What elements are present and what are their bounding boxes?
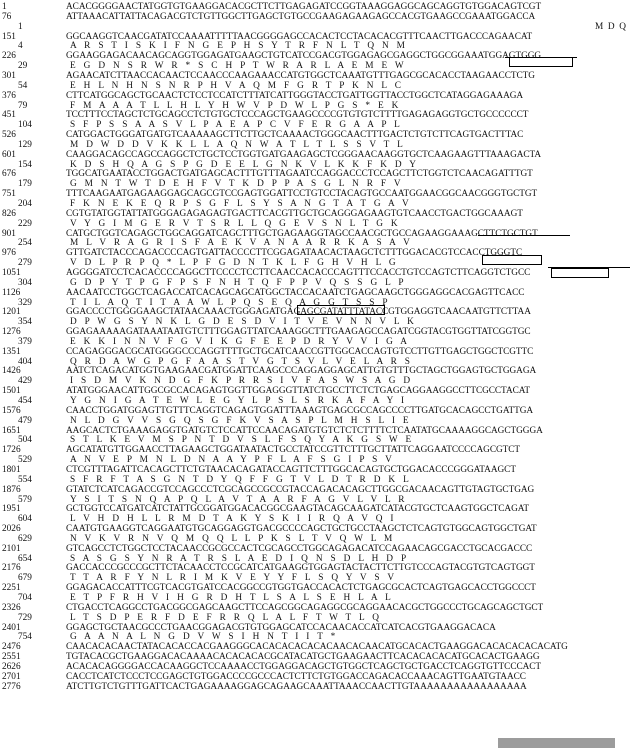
line-number: 1801 (2, 464, 21, 475)
line-number: 604 (18, 514, 32, 525)
protein-translation-line (0, 573, 639, 583)
line-number: 204 (18, 199, 32, 209)
line-number: 179 (18, 179, 32, 190)
amino-acid-sequence: V Y G I M G E R V T S R L L Q G E V S N L T G K (70, 218, 401, 229)
nucleotide-line (0, 91, 639, 101)
amino-acid-sequence: I S D M V K N D G F K P R R S I V F A S W S A G D (70, 376, 413, 387)
protein-translation-line (0, 376, 639, 386)
nucleotide-sequence: GTTGATCTACCCAGACCCCAGTGATTACCCCTTCGGAGATAACACTAAGCTCTTTGGACACGTCCACCTGGGTC (66, 248, 523, 259)
nucleotide-line (0, 130, 639, 140)
amino-acid-sequence: M D Q (595, 21, 626, 32)
nucleotide-line (0, 150, 639, 160)
amino-acid-sequence: N L D G V V S G Q S G F K V S A S P L M H S L I E (70, 415, 412, 426)
nucleotide-line (0, 347, 639, 357)
line-number: 151 (2, 31, 16, 42)
line-number: 304 (18, 277, 32, 288)
line-number: 754 (18, 632, 32, 643)
line-number: 579 (18, 494, 32, 505)
nucleotide-sequence: TGGCATGAATACCTGGACTGATGAGCACTTTGTTTAGAATCCAGGACCCTCCAGCTTCTGGTCTCAACAGATTTGT (66, 169, 533, 180)
line-number: 1726 (2, 445, 21, 456)
nucleotide-sequence: TGTACACGCTGAAGGACACAAAACACACACACGCATACATGCTGAAGAACTTCACACACACATGCACACTGAAGG (66, 652, 540, 663)
nucleotide-sequence: AGCATATGTTGGAACCTTAGAAGCTGGATAATACTGCCTATCCGTTCTTTGCTTATTCAGGAATCCCCAGCGTCT (66, 445, 521, 456)
line-number: 376 (2, 90, 16, 101)
line-number: 1426 (2, 366, 21, 377)
protein-translation-line (0, 632, 639, 642)
line-number: 229 (18, 218, 32, 229)
nucleotide-sequence: AAGCACTCTGAAAGAGGTGATGTCTCCATTCCAACAGATGTGTCTCTCTTTTCTCAATATGCAAAAGGCAGCTGGGA (66, 425, 543, 436)
nucleotide-line (0, 209, 639, 219)
nucleotide-line (0, 327, 639, 337)
nucleotide-sequence: AGAACATCTTAACCACAACTCCAACCCAAGAAACCATGTGGCTCAAATGTTTGAGCGCACACCTAAGAACCTCTG (66, 70, 535, 81)
protein-translation-line (0, 219, 639, 229)
line-number: 2701 (2, 671, 21, 682)
line-number: 526 (2, 130, 16, 141)
line-number: 379 (18, 336, 32, 347)
protein-translation-line (0, 357, 639, 367)
line-number: 354 (18, 317, 32, 328)
line-number: 504 (18, 435, 32, 446)
amino-acid-sequence: Y G N I G A T E W L E G Y L P S L S R K A F A Y I (70, 396, 407, 406)
line-number: 1876 (2, 484, 21, 495)
protein-translation-line (0, 337, 639, 347)
nucleotide-line (0, 189, 639, 199)
amino-acid-sequence: G M N T W T D E H F V T K D P P A S G L N R F V (70, 179, 404, 190)
line-number: 1 (2, 2, 7, 12)
nucleotide-sequence: GCTGGTCCATGATCATCTATTGCGGATGGACACGGCGAAGTACAGCAAGATCATACGTGCTCAAGTGGCTCAGAT (66, 504, 529, 515)
nucleotide-line (0, 169, 639, 179)
line-number: 2401 (2, 622, 21, 633)
nucleotide-sequence: GTCAGCCTCTGGCTCCTACAACCGCGCCACTCGCAGCCTGGCAGAGACATCCAGAACAGCGACCTGCACGACCC (66, 543, 533, 554)
protein-translation-line (0, 41, 639, 51)
line-number: 679 (18, 573, 32, 584)
nucleotide-line (0, 465, 639, 475)
line-number: 826 (2, 208, 16, 219)
amino-acid-sequence: M L V R A G R I S F A E K V A N A A R R K A S A V (70, 238, 413, 249)
nucleotide-sequence: AGGGGATCCTCACACCCCAGGCTTCCCCTCCTTCAACCACACCCAGTTTCCACCTGTCCAGTCTTCAGGTCTGCC (66, 267, 531, 278)
line-number: 2251 (2, 583, 21, 594)
motif-underline-1 (505, 57, 577, 58)
nucleotide-line (0, 672, 639, 682)
nucleotide-line (0, 248, 639, 258)
amino-acid-sequence: M D W D D V K K L L A Q N W A T L T L S S V T L (70, 139, 406, 150)
line-number: 454 (18, 396, 32, 406)
line-number: 1501 (2, 386, 21, 397)
nucleotide-sequence: GGAGCTGCTAACGCCCTGAACGGAGACGTGTGGAGCATCCACAACACCATCATCACGTGAAGGACACA (66, 622, 496, 633)
line-number: 1201 (2, 307, 21, 318)
line-number: 2776 (2, 681, 21, 692)
protein-translation-line (0, 278, 639, 288)
line-number: 104 (18, 120, 32, 131)
amino-acid-sequence: G D P Y T P G F P S F N H T Q F P P V Q S S G L P (70, 277, 407, 288)
amino-acid-sequence: E T P F R H V I H G R D H T L S A L S E H L A L (70, 593, 394, 603)
nucleotide-line (0, 504, 639, 514)
protein-translation-line (0, 160, 639, 170)
nucleotide-line (0, 445, 639, 455)
nucleotide-line (0, 485, 639, 495)
protein-translation-line (0, 554, 639, 564)
amino-acid-sequence: E K K I N N V F G V I K G F E E P D R Y V V I G A (70, 336, 410, 347)
amino-acid-sequence: V D L P R P Q * L P F G D N T K L F G H V H L G (70, 258, 399, 269)
line-number: 429 (18, 376, 32, 387)
protein-translation-line (0, 120, 639, 130)
nucleotide-sequence: AATCTCAGACATGGTGAAGAACGATGGATTCAAGCCCAGGAGGAGCATTGTGTTTGCTAGCTGGAGTGCTGGAGA (66, 366, 537, 377)
amino-acid-sequence: F K N E K E Q R P S G F L S Y S A N G T A T G A V (70, 199, 412, 209)
protein-translation-line (0, 455, 639, 465)
line-number: 451 (2, 110, 16, 121)
protein-translation-line (0, 22, 639, 32)
line-number: 329 (18, 297, 32, 308)
nucleotide-sequence: CACCTCATCTCCCTCCGAGCTGTGGACCCCGCCCACTCTTCTGTGGACCAGACACCAAACAGTTGAATGTAACC (66, 671, 526, 682)
line-number: 529 (18, 455, 32, 466)
nucleotide-sequence: CAACCTGGATGGAGTTGTTTCAGGTCAGAGTGGATTTAAAGTGAGCGCCAGCCCCTTGATGCACAGCCTGATTGA (66, 405, 534, 416)
nucleotide-sequence: CAACACACAACTATACACACCACGAAGGGCACACACACACACAACACAACATGCACACTGAAGGACACACACACACATG (66, 642, 568, 653)
line-number: 279 (18, 258, 32, 269)
line-number: 554 (18, 474, 32, 485)
nucleotide-line (0, 12, 639, 22)
line-number: 1651 (2, 425, 21, 436)
nucleotide-sequence: TTTCAAGAATGAGAAGGAGCAGCGTCCGAGTGGATTCCTGTCCTACAGTGCCAATGGAACGGCAACGGGTGCTGT (66, 189, 538, 200)
nucleotide-sequence: CAATGTGAAGGTCAGGAATGTGCAGGAGGTGACGCCCCAGCTGCTGCCTAAGCTCTCAGTGTGGCAGTGGCTGAT (66, 524, 537, 535)
nucleotide-sequence: CAAGGACAGCCAGCCAGGCTCTGCTCCTGGTGATGAAGAGCTCGGGAACAAGGTGCTCAAGAAGTTTAAAGACTA (66, 149, 542, 160)
protein-translation-line (0, 317, 639, 327)
nucleotide-line (0, 682, 639, 692)
amino-acid-sequence: G A A N A L N G D V W S I H N T I I T * (70, 632, 339, 643)
nucleotide-sequence: AACAATCCTGGCTCAGACCATCACAGCAGCATGGCTACCACAATCTGAGCAAGCTGGGAGGCACGAGTTCACC (66, 287, 525, 298)
line-number: 226 (2, 51, 16, 62)
protein-translation-line (0, 593, 639, 603)
line-number: 301 (2, 70, 16, 81)
protein-translation-line (0, 435, 639, 445)
line-number: 1126 (2, 287, 21, 298)
line-number: 976 (2, 248, 16, 259)
nucleotide-sequence: GTATCTCATCAGACCGTCCAGCCCTCGCAGCCGCCGTACCAGACACAGCTTGGCGACAACAGTTGTAGTGCTGAG (66, 484, 535, 495)
line-number: 254 (18, 238, 32, 249)
nucleotide-line (0, 110, 639, 120)
line-number: 601 (2, 149, 16, 160)
line-number: 2326 (2, 602, 21, 613)
amino-acid-sequence: E H L N H N S N R P H V A Q M F G R T P K N L C (70, 80, 404, 91)
nucleotide-line (0, 32, 639, 42)
line-number: 901 (2, 228, 16, 239)
line-number: 79 (18, 100, 28, 111)
nucleotide-sequence: GGAAGGAGACAACAGCAGGTGGAGATGAAGCTGTCATCCGACGTGGAGAGCGAGGCTGGCGGAAATGGAGTGGG (66, 51, 542, 62)
polyA-tail-highlight (498, 738, 615, 748)
line-number: 404 (18, 356, 32, 367)
line-number: 1951 (2, 504, 21, 515)
nucleotide-line (0, 544, 639, 554)
nucleotide-line (0, 229, 639, 239)
nucleotide-sequence: CTGACCTCAGGCCTGACGGCGAGCAAGCTTCCAGCGGCAGAGGCGCAGGAACACGCTGGCCCTGCAGCAGCTGCT (66, 602, 544, 613)
nucleotide-line (0, 642, 639, 652)
amino-acid-sequence: E G D N S R W R * S C H P T W R A R L A E M E W (70, 61, 407, 72)
line-number: 479 (18, 415, 32, 426)
glycosylation-motif-box-1 (509, 57, 573, 67)
nucleotide-line (0, 583, 639, 593)
protein-translation-line (0, 101, 639, 111)
glycosylation-motif-box-4 (297, 305, 385, 315)
protein-translation-line (0, 514, 639, 524)
line-number: 654 (18, 553, 32, 564)
line-number: 2626 (2, 661, 21, 672)
nucleotide-line (0, 2, 639, 12)
nucleotide-sequence: GGCAAGGTCAACGATATCCAAAATTTTTAACGGGGAGCCACACTCCTACACACGTTTCAACTTGACCCAGAACAT (66, 31, 533, 42)
line-number: 54 (18, 80, 28, 91)
protein-translation-line (0, 495, 639, 505)
nucleotide-sequence: CATGGACTGGGATGATGTCAAAAAGCTTCTTGCTCAAAACTGGGCAACTTTGACTCTGTCTTCAGTGACTTTAC (66, 130, 524, 141)
line-number: 729 (18, 612, 32, 623)
line-number: 1 (18, 21, 23, 32)
nucleotide-sequence: ATCTTGTCTGTTTGATTCACTGAGAAAAGGAGCAGAAGCAAATTAAACCAACTTGTAAAAAAAAAAAAAAAAA (66, 681, 527, 692)
line-number: 1576 (2, 405, 21, 416)
nucleotide-sequence: CCAGAGGGACGCATGGGGCCCAGGTTTTGCTGCATCAACCGTTGGCACCAGTGTCCTTGTTGAGCTGGCTCGTTC (66, 346, 534, 357)
nucleotide-line (0, 406, 639, 416)
protein-translation-line (0, 396, 639, 406)
line-number: 76 (2, 11, 12, 22)
protein-translation-line (0, 140, 639, 150)
nucleotide-sequence: ACACACAGGGGACCACAAGGCTCCAAAACCTGGAGGACAGCTGTGGCTCAGCTGCTGACCTCAGGTGTTCCCACT (66, 661, 542, 672)
motif-underline-3 (548, 267, 630, 268)
line-number: 2101 (2, 543, 21, 554)
line-number: 2026 (2, 524, 21, 535)
nucleotide-sequence: CTTCATGGCAGCTGCAACTCTCCTCCATCTTTATCATTGGGTACCTGATTGGTTACCTGGCTCATAGGAGAAAGA (66, 90, 524, 101)
nucleotide-sequence: CTCGTTTAGATTCACAGCTTCTGTAACACAGATACCAGTTCTTTGGCACAGTGCTGGACACCCGGGATAAGCT (66, 464, 516, 475)
nucleotide-line (0, 623, 639, 633)
amino-acid-sequence: Y S I T S N Q A P Q L A V T A A R F A G V L V L R (70, 494, 408, 505)
motif-underline-2 (478, 235, 570, 236)
nucleotide-line (0, 603, 639, 613)
amino-acid-sequence: Q R D A W G P G F A A S T V G T S V L V E L A R S (70, 356, 413, 367)
line-number: 1351 (2, 346, 21, 357)
line-number: 676 (2, 169, 16, 180)
amino-acid-sequence: F M A A A T L L H L Y H W V P D W L P G S * E K (70, 100, 402, 111)
protein-translation-line (0, 416, 639, 426)
line-number: 629 (18, 533, 32, 544)
protein-translation-line (0, 179, 639, 189)
nucleotide-line (0, 386, 639, 396)
amino-acid-sequence: T I L A Q T I T A A W L P Q S E Q A G G T S S P (70, 297, 391, 308)
nucleotide-sequence: CGTGTATGGTATTATGGGAGAGAGAGTGACTTCACGTTGCTGCAGGGAGAAGTGTCAACCTGACTGGCAAAGT (66, 208, 523, 219)
line-number: 4 (18, 41, 23, 52)
line-number: 129 (18, 139, 32, 150)
amino-acid-sequence: S F R F T A S G N T D Y Q F F G T V L D T R D K L (70, 474, 412, 485)
line-number: 2476 (2, 642, 21, 653)
amino-acid-sequence: S F P S S A A S V L P A E A P C V F E R G A A P L (70, 120, 403, 131)
nucleotide-line (0, 366, 639, 376)
amino-acid-sequence: S A S G S Y N R A T R S L A E D I Q N S D L H D P (70, 553, 409, 564)
line-number: 704 (18, 593, 32, 603)
amino-acid-sequence: T T A R F Y N L R I M K V E Y Y F L S Q Y V S V (70, 573, 397, 584)
line-number: 29 (18, 61, 28, 72)
protein-translation-line (0, 613, 639, 623)
nucleotide-sequence: GACCACCCGCCCGCTTCTACAACCTCCGCATCATGAAGGTGGAGTACTACTTCTTGTCCCAGTACGTGTCAGTGGT (66, 563, 535, 574)
motif-underline-4 (302, 305, 382, 306)
glycosylation-motif-box-2 (482, 255, 542, 265)
amino-acid-sequence: K D S H Q A G S P G D E E L G N K V L K K F K D Y (70, 159, 419, 170)
protein-translation-line (0, 81, 639, 91)
protein-translation-line (0, 199, 639, 209)
protein-translation-line (0, 238, 639, 248)
nucleotide-sequence: ATATGGGAACATTGGCGCCACAGAGTGGTTGGAGGGTTATCTGCCTTCTCTGAGCAGGAAGGCCTTCGCCTACAT (66, 386, 531, 397)
amino-acid-sequence: A N V E P M N L D N A A Y P F L A F S G I P S V (70, 455, 395, 466)
nucleotide-sequence: GGAGACACCATTTCGTCACGTGATCCACGGCCGTGGTGACCACACTCTGAGCGCACTCAGTGAGCACCTGGCCCT (66, 583, 536, 594)
nucleotide-sequence: GGAGAAAAAGATAAATAATGTCTTTGGAGTTATCAAAGGCTTTGAAGAGCCAGATCGGTACGTGGTTATCGGTGC (66, 327, 531, 338)
amino-acid-sequence: N V K V R N V Q M Q Q L L P K S L T V Q W L M (70, 533, 396, 544)
amino-acid-sequence: D P W G S Y N K L G D E S D V I T V E V N N V L K (70, 317, 417, 328)
nucleotide-sequence: ACACGGGGAACTATGGTGTGAAGGACACGCTTCTTGAGAGATCCGGTAAAGGAGGCAGCAGGTGTGGACAGTCGT (66, 2, 542, 12)
amino-acid-sequence: A R S T I S K I F N G E P H S Y T R F N L T Q N M (70, 41, 408, 52)
amino-acid-sequence: S T L K E V M S P N T D V S L F S Q Y A K G S W E (70, 435, 414, 446)
nucleotide-line (0, 268, 639, 278)
line-number: 751 (2, 189, 16, 200)
line-number: 2176 (2, 563, 21, 574)
line-number: 1051 (2, 267, 21, 278)
nucleotide-line (0, 652, 639, 662)
nucleotide-line (0, 563, 639, 573)
nucleotide-line (0, 524, 639, 534)
nucleotide-sequence: CATGCTGGTCAGAGCTGGCAGGATCAGCTTTGCTGAGAAGGTAGCCAACGCTGCCAGAAGGAAAGCTTCTGCTGT (66, 228, 538, 239)
protein-translation-line (0, 534, 639, 544)
protein-translation-line (0, 475, 639, 485)
nucleotide-sequence: ATTAAACATTATTACAGACGTCTGTTGGCTTGAGCTGTGCCGAAGAGAAGAGCCACGTGAAGCCGAAATGGACCA (66, 11, 536, 22)
amino-acid-sequence: L V H D H L L R M D T A K Y S K I I R Q A V Q I (70, 514, 397, 525)
nucleotide-line (0, 288, 639, 298)
nucleotide-line (0, 662, 639, 672)
amino-acid-sequence: L T S D P E R F D E F R R Q L A L F T W T L Q (70, 612, 382, 623)
line-number: 2551 (2, 652, 21, 663)
glycosylation-motif-box-3 (551, 268, 609, 278)
nucleotide-line (0, 71, 639, 81)
nucleotide-sequence: GGACCCCTGGGGAAGCTATAACAAACTGGGAGATGAGAGCGATATTTATACCGTGGAGGTCAACAATGTTCTTAA (66, 307, 531, 318)
nucleotide-sequence: TCCTTTCCTAGCTCTGCAGCCTCTGTGCTCCCAGCTGAAGCCCCGTGTGTCTTTTGAGAGAGGTGCTGCCCCCCT (66, 110, 529, 121)
line-number: 154 (18, 159, 32, 170)
protein-translation-line (0, 258, 639, 268)
nucleotide-line (0, 426, 639, 436)
line-number: 1276 (2, 327, 21, 338)
